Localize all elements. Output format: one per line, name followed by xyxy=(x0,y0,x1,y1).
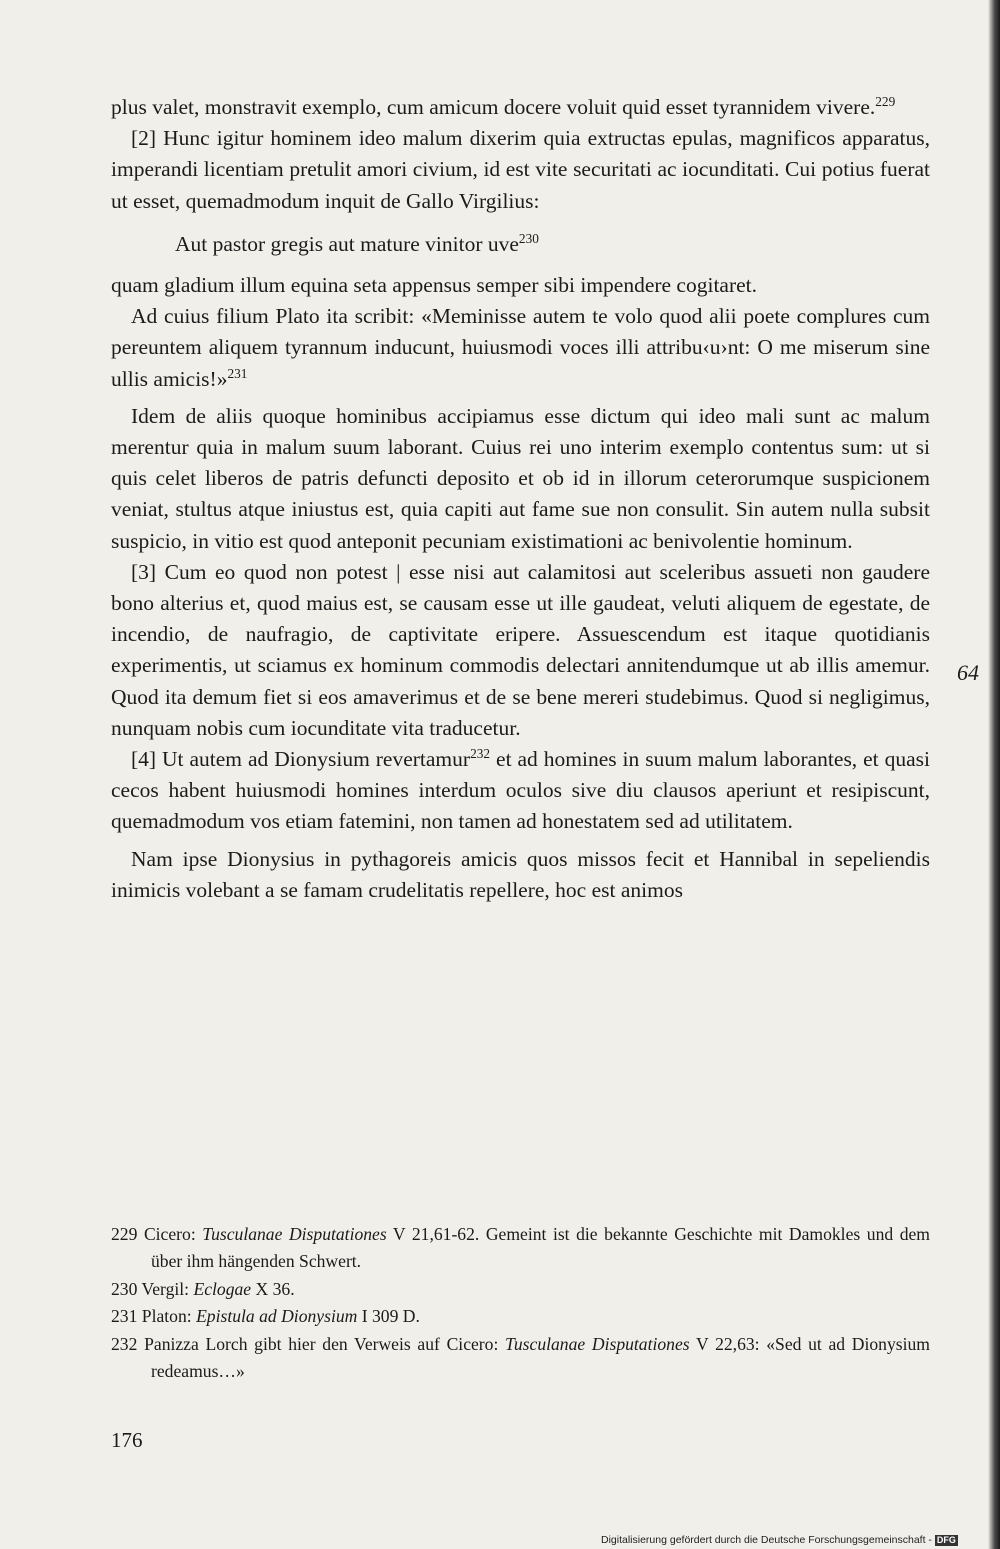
margin-page-number: 64 xyxy=(957,660,979,685)
footnote-ref-231: 231 xyxy=(227,365,248,381)
paragraph-2: [2] Hunc igitur hominem ideo malum dixerim quia extructas epulas, magnificos apparatus, imperandi licentiam pretulit amori civium, id est vite securitati ac iocunditati. Cui potius fuerat ut esset, quemadmodum inquit de Gallo Virgilius: xyxy=(111,126,930,213)
verse-quote: Aut pastor gregis aut mature vinitor uve$^{230}$ xyxy=(175,230,539,256)
main-text xyxy=(111,92,930,906)
footnote-232: 232 Panizza Lorch gibt hier den Verweis auf Cicero: Tusculanae Disputationes V 22,63: «Sed ut ad Dionysium redeamus…» xyxy=(111,1333,930,1382)
footnotes xyxy=(111,1221,930,1385)
footnote-231: 231 Platon: Epistula ad Dionysium I 309 D. xyxy=(111,1306,420,1327)
dfg-logo: DFG xyxy=(936,1535,956,1545)
footnote-ref-229: 229 xyxy=(875,94,896,110)
page-edge-shadow xyxy=(988,0,1000,1549)
page-number: 176 xyxy=(111,1428,143,1452)
paragraph-1: plus valet, monstravit exemplo, cum amicum docere voluit quid esset tyrannidem vivere.$^{229}$ xyxy=(111,94,896,119)
paragraph-4: Ad cuius filium Plato ita scribit: «Meminisse autem te volo quod alii poete complures cum pereuntem aliquem tyrannum inducunt, huiusmodi voces illi attribu‹u›nt: O me miserum sine ullis amicis!»$^{231}$ xyxy=(111,304,930,391)
paragraph-5: Idem de aliis quoque hominibus accipiamus esse dictum qui ideo mali sunt ac malum merentur quia in malum suum laborant. Cuius rei uno interim exemplo contentus sum: ut si quis celet liberos de patris defuncti deposito et ob id in illorum ceterorumque suspicionem veniat, stultus atque iniustus est, quia capiti aut fame sue non consulit. Sin autem nulla subsit suspicio, in vitio est quod anteponit pecuniam existimationi ac benivolentie hominum. xyxy=(111,403,930,553)
footnote-230: 230 Vergil: Eclogae X 36. xyxy=(111,1278,295,1299)
footnote-ref-232: 232 xyxy=(470,746,491,762)
paragraph-8: Nam ipse Dionysius in pythagoreis amicis quos missos fecit et Hannibal in sepeliendis inimicis volebant a se famam crudelitatis repellere, hoc est animos xyxy=(111,846,930,902)
credit-text: Digitalisierung gefördert durch die Deutsche Forschungsgemeinschaft - xyxy=(601,1534,932,1546)
paragraph-7: [4] Ut autem ad Dionysium revertamur$^{232}$ et ad homines in suum malum laborantes, et quasi cecos habent huiusmodi homines interdum oculos sive diu clausos aperiunt et resipiscunt, quemadmodum vos etiam fatemini, non tamen ad honestatem sed ad utilitatem. xyxy=(111,746,930,834)
paragraph-6: [3] Cum eo quod non potest | esse nisi aut calamitosi aut sceleribus assueti non gaudere bono alterius et, quod maius est, se causam esse ut ille gaudeat, veluti aliquem de egestate, de incendio, de naufragio, de captivitate eripere. Assuescendum est itaque quotidianis experimentis, ut sciamus ex hominum commodis delectari annitendumque ut ab illis amemur. Quod ita demum fiet si eos amaverimus et de se bene mereri studebimus. Quod si negligimus, nunquam nobis cum iocunditate vita traducetur. xyxy=(111,559,930,740)
paragraph-3: quam gladium illum equina seta appensus semper sibi impendere cogitaret. xyxy=(111,273,758,298)
footnote-ref-230: 230 xyxy=(518,230,539,246)
digitization-credit xyxy=(601,1534,958,1546)
footnote-229: 229 Cicero: Tusculanae Disputationes V 21,61-62. Gemeint ist die bekannte Geschichte mit Damokles und dem über ihm hängenden Schwert. xyxy=(111,1224,930,1272)
